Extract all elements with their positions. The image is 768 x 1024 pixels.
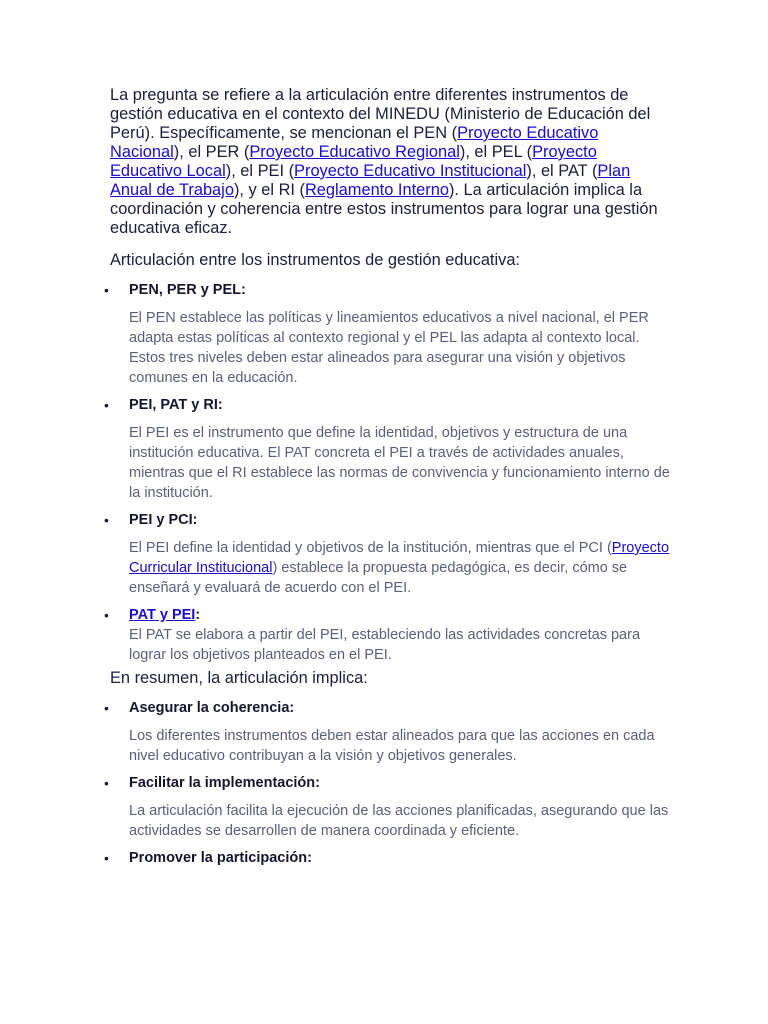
item-title: Asegurar la coherencia: — [129, 700, 295, 716]
bullet-icon: • — [104, 700, 109, 716]
link-proyecto-educativo-institucional[interactable]: Proyecto Educativo Institucional — [294, 162, 527, 180]
item-description: El PAT se elabora a partir del PEI, estableciendo las actividades concretas para lograr los objetivos planteados en el PEI. — [129, 627, 641, 663]
item-description: El PEN establece las políticas y lineamientos educativos a nivel nacional, el PER adapta estas políticas al contexto regional y el PEL las adapta al contexto local. Estos tres niveles deben estar alineados para asegurar una visión y objetivos comunes en la educación. — [129, 310, 649, 386]
item-title — [129, 605, 670, 625]
list-item — [104, 605, 670, 665]
bullet-icon: • — [104, 607, 109, 623]
list-resumen — [104, 698, 670, 868]
intro-paragraph — [110, 86, 670, 238]
item-title: PEN, PER y PEL: — [129, 282, 246, 298]
intro-text: ), el PAT ( — [526, 162, 598, 180]
section-heading-resumen: En resumen, la articulación implica: — [110, 669, 368, 687]
item-description-text: ) establece la propuesta pedagógica, es decir, cómo se enseñará y evaluará de acuerdo con el PEI. — [129, 560, 628, 596]
item-title: Facilitar la implementación: — [129, 775, 320, 791]
intro-text: La pregunta se refiere a la articulación entre diferentes instrumentos de gestión educativa en el contexto del MINEDU (Ministerio de Educación del Perú). Específicamente, se mencionan el PEN ( — [110, 86, 651, 142]
bullet-icon: • — [104, 850, 109, 866]
bullet-icon: • — [104, 775, 109, 791]
list-item — [104, 848, 670, 868]
list-articulacion — [104, 280, 670, 665]
list-item — [104, 280, 670, 388]
item-description — [129, 538, 670, 598]
bullet-icon: • — [104, 512, 109, 528]
item-title: PEI, PAT y RI: — [129, 397, 223, 413]
intro-text: ), el PEI ( — [225, 162, 295, 180]
link-reglamento-interno[interactable]: Reglamento Interno — [304, 181, 449, 199]
item-title-suffix: : — [195, 607, 201, 623]
bullet-icon: • — [104, 282, 109, 298]
link-proyecto-educativo-nacional[interactable]: Proyecto Educativo Nacional — [110, 124, 599, 161]
list-item — [104, 510, 670, 598]
list-item — [104, 395, 670, 503]
intro-text: ), el PER ( — [173, 143, 250, 161]
bullet-icon: • — [104, 397, 109, 413]
item-title: PEI y PCI: — [129, 512, 198, 528]
intro-text: ), y el RI ( — [233, 181, 305, 199]
link-plan-anual-de-trabajo[interactable]: Plan Anual de Trabajo — [110, 162, 631, 199]
item-description: Los diferentes instrumentos deben estar alineados para que las acciones en cada nivel educativo contribuyan a la visión y objetivos generales. — [129, 728, 655, 764]
list-item — [104, 698, 670, 766]
item-description: La articulación facilita la ejecución de las acciones planificadas, asegurando que las actividades se desarrollen de manera coordinada y eficiente. — [129, 803, 669, 839]
intro-text: ). La articulación implica la coordinación y coherencia entre estos instrumentos para lograr una gestión educativa eficaz. — [110, 181, 658, 237]
link-pat-y-pei[interactable]: PAT y PEI — [129, 607, 196, 623]
list-item — [104, 773, 670, 841]
document-page — [104, 86, 670, 875]
intro-text: ), el PEL ( — [459, 143, 533, 161]
item-description: El PEI es el instrumento que define la identidad, objetivos y estructura de una institución educativa. El PAT concreta el PEI a través de actividades anuales, mientras que el RI establece las normas de convivencia y funcionamiento interno de la institución. — [129, 425, 670, 501]
link-proyecto-educativo-regional[interactable]: Proyecto Educativo Regional — [249, 143, 460, 161]
link-proyecto-curricular-institucional[interactable]: Proyecto Curricular Institucional — [129, 540, 670, 576]
item-description-text: El PEI define la identidad y objetivos de la institución, mientras que el PCI ( — [129, 540, 612, 556]
link-proyecto-educativo-local[interactable]: Proyecto Educativo Local — [110, 143, 597, 180]
section-heading-articulacion: Articulación entre los instrumentos de gestión educativa: — [110, 251, 520, 269]
item-title: Promover la participación: — [129, 850, 312, 866]
